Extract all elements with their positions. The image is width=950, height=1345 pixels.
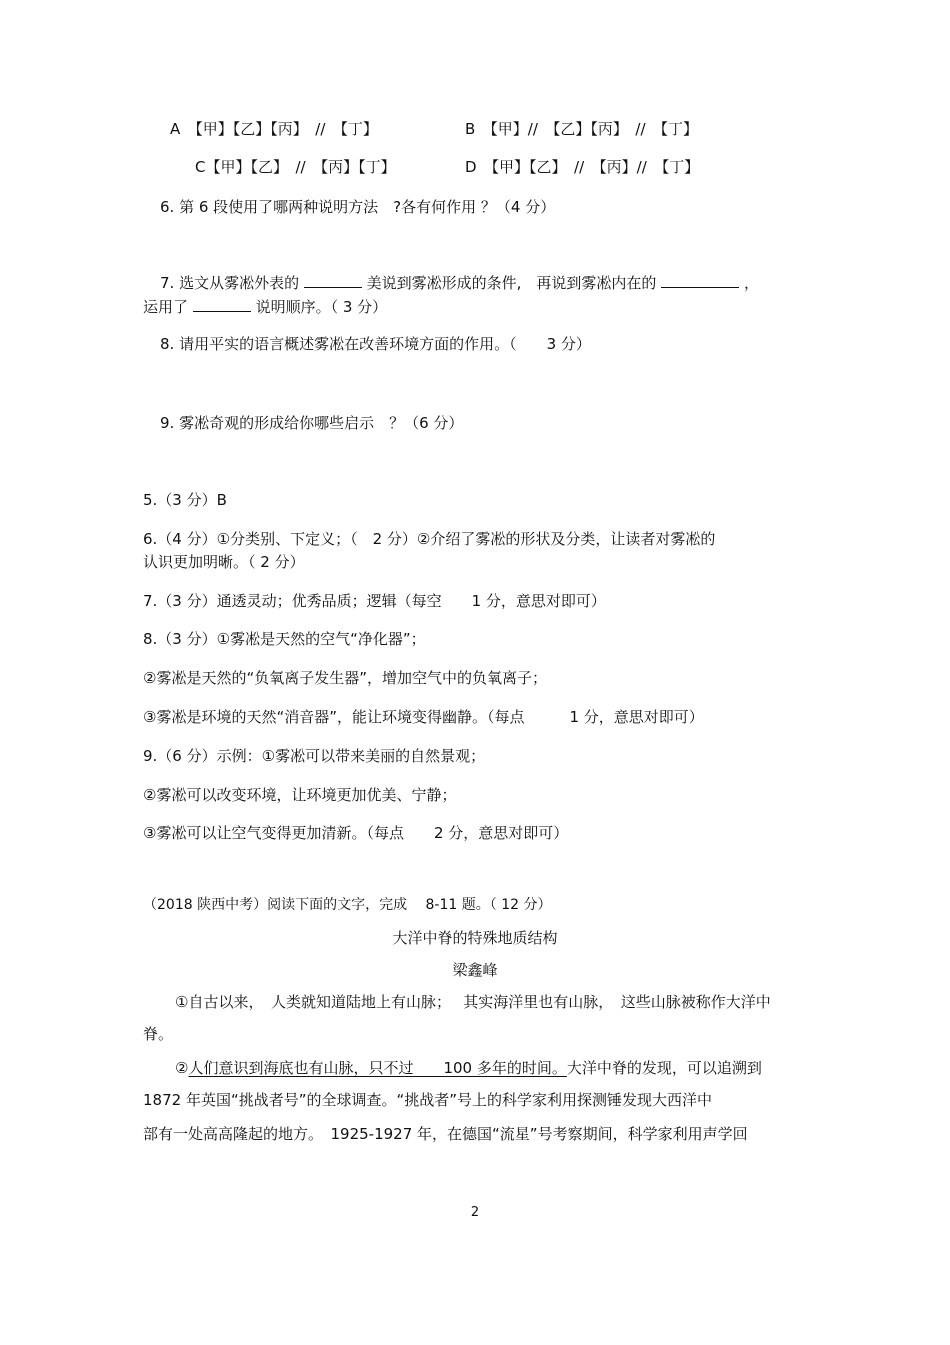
answer-6-line2: 认识更加明晰。（ 2 分） — [143, 553, 305, 571]
answer-9-line1: 9.（6 分）示例：①雾凇可以带来美丽的自然景观； — [143, 747, 486, 765]
question-8: 8. 请用平实的语言概述雾凇在改善环境方面的作用。（ 3 分） — [160, 335, 591, 353]
answer-6-line1: 6.（4 分）①分类别、下定义；（ 2 分）②介绍了雾凇的形状及分类，让读者对雾凇的 — [143, 530, 716, 548]
answer-8-line3: ③雾凇是环境的天然“消音器”，能让环境变得幽静。（每点 1 分，意思对即可） — [143, 708, 704, 726]
question-7-line1 — [160, 273, 759, 293]
paragraph-2-line2: 1872 年英国“挑战者号”的全球调查。“挑战者”号上的科学家利用探测锤发现大西洋中 — [143, 1091, 713, 1109]
paragraph-1-line2: 脊。 — [143, 1025, 174, 1043]
question-7-text-d: 运用了 — [143, 298, 189, 316]
question-6: 6. 第 6 段使用了哪两种说明方法 ?各有何作用 ？（4 分） — [160, 198, 556, 216]
fill-blank-2 — [661, 273, 739, 288]
question-7-text-a: 7. 选文从雾凇外表的 — [160, 274, 300, 292]
question-7-text-c: ， — [744, 274, 760, 292]
fill-blank-3 — [193, 297, 251, 312]
question-7-text-e: 说明顺序。（ 3 分） — [255, 298, 388, 316]
question-7-line2 — [143, 297, 387, 317]
paragraph-2-line1 — [175, 1058, 762, 1078]
paragraph-2-line3: 部有一处高高隆起的地方。 1925-1927 年，在德国“流星”号考察期间，科学家利用声学回 — [143, 1125, 748, 1143]
answer-9-line2: ②雾凇可以改变环境，让环境更加优美、宁静； — [143, 786, 457, 804]
paragraph-1-line1: ①自古以来， 人类就知道陆地上有山脉； 其实海洋里也有山脉， 这些山脉被称作大洋中 — [175, 993, 771, 1011]
question-9: 9. 雾凇奇观的形成给你哪些启示 ？（6 分） — [160, 414, 464, 432]
page-number: 2 — [470, 1205, 480, 1220]
fill-blank-1 — [304, 273, 362, 288]
answer-9-line3: ③雾凇可以让空气变得更加清新。（每点 2 分，意思对即可） — [143, 824, 569, 842]
option-b-row: B 【甲】// 【乙】【丙】 // 【丁】 — [465, 120, 699, 138]
paragraph-2-number: ② — [175, 1059, 189, 1077]
option-a-row: A 【甲】【乙】【丙】 // 【丁】 — [170, 120, 378, 138]
answer-8-line1: 8.（3 分）①雾凇是天然的空气“净化器”； — [143, 630, 426, 648]
answer-8-line2: ②雾凇是天然的“负氧离子发生器”，增加空气中的负氧离子； — [143, 669, 547, 687]
reading-intro: （2018 陕西中考）阅读下面的文字，完成 8-11 题。（ 12 分） — [143, 897, 552, 913]
answer-7: 7.（3 分）通透灵动；优秀品质；逻辑（每空 1 分，意思对即可） — [143, 592, 606, 610]
option-d-row: D 【甲】【乙】 // 【丙】// 【丁】 — [465, 158, 700, 176]
underlined-sentence: 人们意识到海底也有山脉，只不过 100 多年的时间。 — [188, 1059, 567, 1077]
paragraph-2-text: 大洋中脊的发现，可以追溯到 — [566, 1059, 762, 1077]
article-author: 梁鑫峰 — [452, 961, 498, 979]
option-c-row: C【甲】【乙】 // 【丙】【丁】 — [195, 158, 396, 176]
article-title: 大洋中脊的特殊地质结构 — [392, 929, 558, 947]
question-7-text-b: 美说到雾凇形成的条件, 再说到雾凇内在的 — [366, 274, 657, 292]
answer-5: 5.（3 分）B — [143, 491, 227, 509]
